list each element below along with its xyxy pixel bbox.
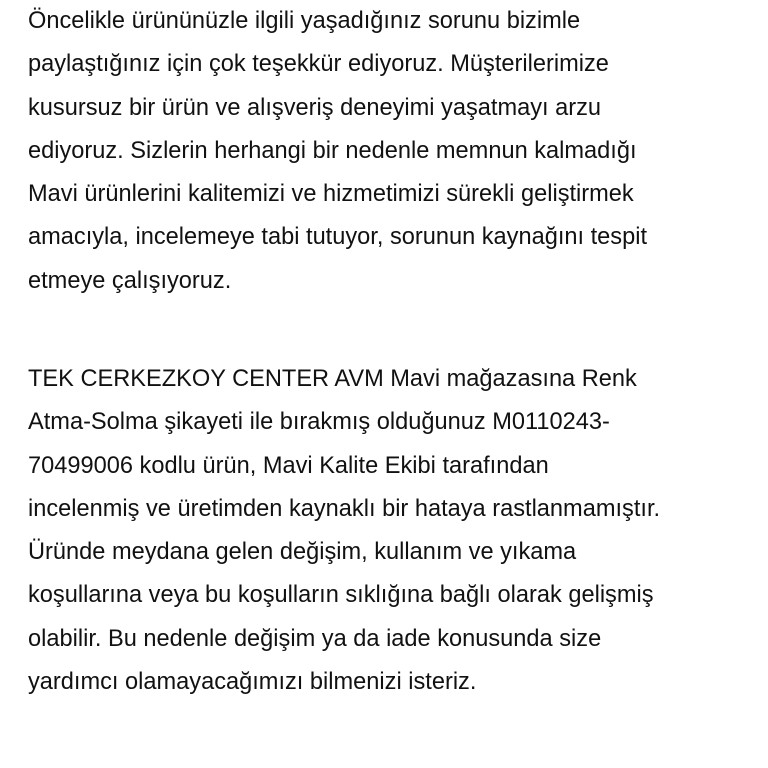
text-line: paylaştığınız için çok teşekkür ediyoruz. Müşterilerimize <box>28 51 609 78</box>
text-line: koşullarına veya bu koşulların sıklığına bağlı olarak gelişmiş <box>28 582 654 609</box>
text-line: Öncelikle ürününüzle ilgili yaşadığınız sorunu bizimle <box>28 8 581 34</box>
text-line: kusursuz bir ürün ve alışveriş deneyimi yaşatmayı arzu <box>28 94 602 121</box>
text-line: olabilir. Bu nedenle değişim ya da iade konusunda size <box>28 625 602 652</box>
paragraph-apology <box>28 0 647 303</box>
text-line: incelenmiş ve üretimden kaynaklı bir hataya rastlanmamıştır. <box>28 495 661 522</box>
text-line: TEK CERKEZKOY CENTER AVM Mavi mağazasına Renk <box>28 366 637 392</box>
text-line: 70499006 kodlu ürün, Mavi Kalite Ekibi tarafından <box>28 452 549 479</box>
text-line: Mavi ürünlerini kalitemizi ve hizmetimizi sürekli geliştirmek <box>28 181 634 208</box>
text-line: Atma-Solma şikayeti ile bırakmış olduğunuz M0110243- <box>28 409 610 436</box>
text-line: amacıyla, incelemeye tabi tutuyor, sorunun kaynağını tespit <box>28 224 648 251</box>
text-line: ediyoruz. Sizlerin herhangi bir nedenle memnun kalmadığı <box>28 137 637 164</box>
text-line: etmeye çalışıyoruz. <box>28 267 232 294</box>
text-line: Üründe meydana gelen değişim, kullanım ve yıkama <box>28 539 577 566</box>
text-line: yardımcı olamayacağımızı bilmenizi isteriz. <box>28 669 477 696</box>
paragraph-inspection-result <box>28 358 660 704</box>
